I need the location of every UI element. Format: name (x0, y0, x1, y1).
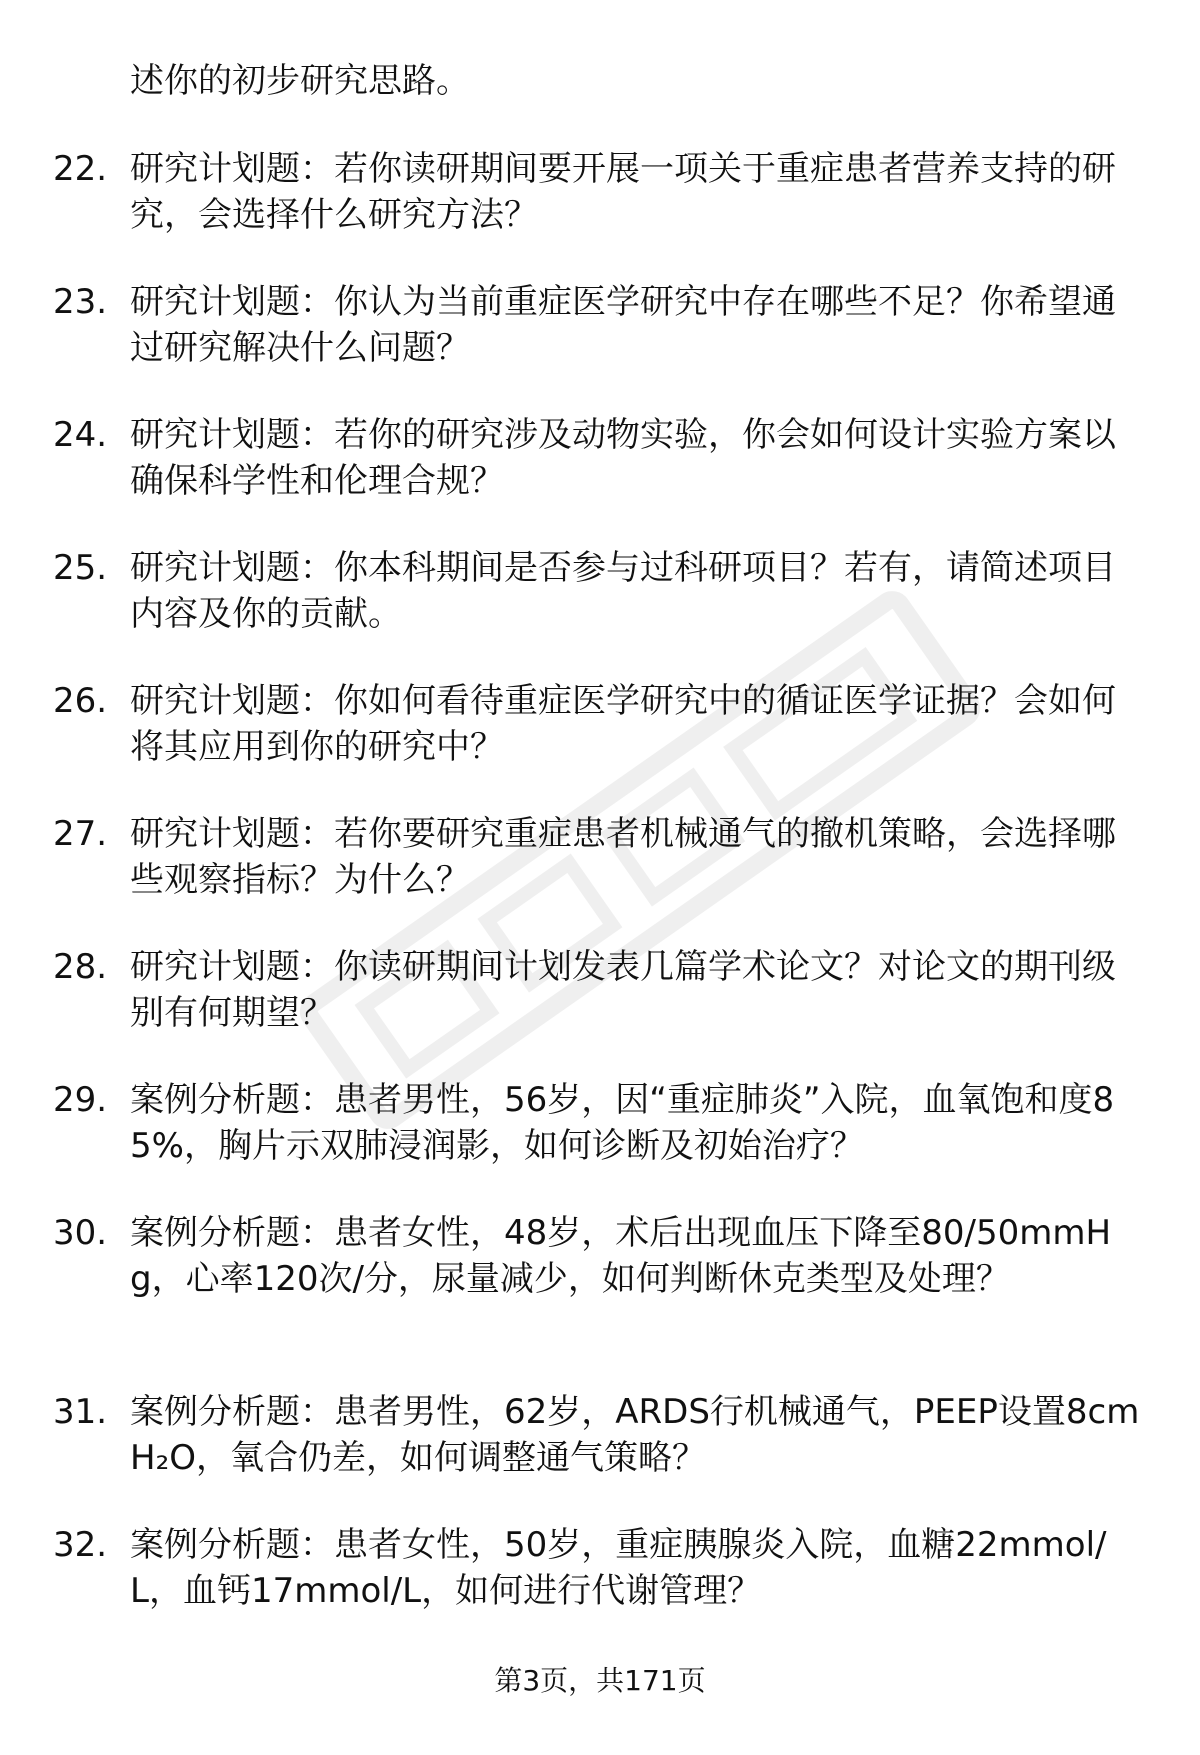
question-item (0, 678, 1200, 770)
question-number: 32. (53, 1525, 108, 1565)
question-text: 案例分析题：患者男性，62岁，ARDS行机械通气，PEEP设置8cmH₂O，氧合仍差，如何调整通气策略？ (130, 1392, 1140, 1478)
question-list (0, 146, 1200, 1655)
question-item (0, 944, 1200, 1036)
question-item (0, 1077, 1200, 1169)
question-item (0, 412, 1200, 504)
question-number: 26. (53, 681, 108, 721)
question-text: 研究计划题：你读研期间计划发表几篇学术论文？对论文的期刊级别有何期望？ (130, 947, 1116, 1033)
question-text: 研究计划题：你如何看待重症医学研究中的循证医学证据？会如何将其应用到你的研究中？ (130, 681, 1116, 767)
question-number: 25. (53, 548, 108, 588)
question-number: 28. (53, 947, 108, 987)
question-item (0, 1389, 1200, 1481)
question-item (0, 279, 1200, 371)
question-number: 29. (53, 1080, 108, 1120)
question-item (0, 146, 1200, 238)
question-number: 30. (53, 1213, 108, 1253)
question-item (0, 811, 1200, 903)
question-number: 23. (53, 282, 108, 322)
question-text: 研究计划题：若你要研究重症患者机械通气的撤机策略，会选择哪些观察指标？为什么？ (130, 814, 1116, 900)
question-item (0, 1522, 1200, 1614)
question-text: 案例分析题：患者女性，48岁，术后出现血压下降至80/50mmHg，心率120次/分，尿量减少，如何判断休克类型及处理？ (130, 1213, 1112, 1299)
continuation-text: 述你的初步研究思路。 (130, 61, 470, 101)
question-text: 研究计划题：你认为当前重症医学研究中存在哪些不足？你希望通过研究解决什么问题？ (130, 282, 1116, 368)
question-text: 研究计划题：若你的研究涉及动物实验，你会如何设计实验方案以确保科学性和伦理合规？ (130, 415, 1116, 501)
question-number: 22. (53, 149, 108, 189)
question-item (0, 1210, 1200, 1348)
question-text: 案例分析题：患者女性，50岁，重症胰腺炎入院，血糖22mmol/L，血钙17mmol/L，如何进行代谢管理？ (130, 1525, 1107, 1611)
question-number: 24. (53, 415, 108, 455)
question-number: 27. (53, 814, 108, 854)
question-text: 研究计划题：若你读研期间要开展一项关于重症患者营养支持的研究，会选择什么研究方法？ (130, 149, 1116, 235)
question-text: 案例分析题：患者男性，56岁，因“重症肺炎”入院，血氧饱和度85%，胸片示双肺浸润影，如何诊断及初始治疗？ (130, 1080, 1115, 1166)
question-text: 研究计划题：你本科期间是否参与过科研项目？若有，请简述项目内容及你的贡献。 (130, 548, 1116, 634)
question-number: 31. (53, 1392, 108, 1432)
question-item (0, 545, 1200, 637)
page-footer: 第3页，共171页 (494, 1664, 706, 1697)
